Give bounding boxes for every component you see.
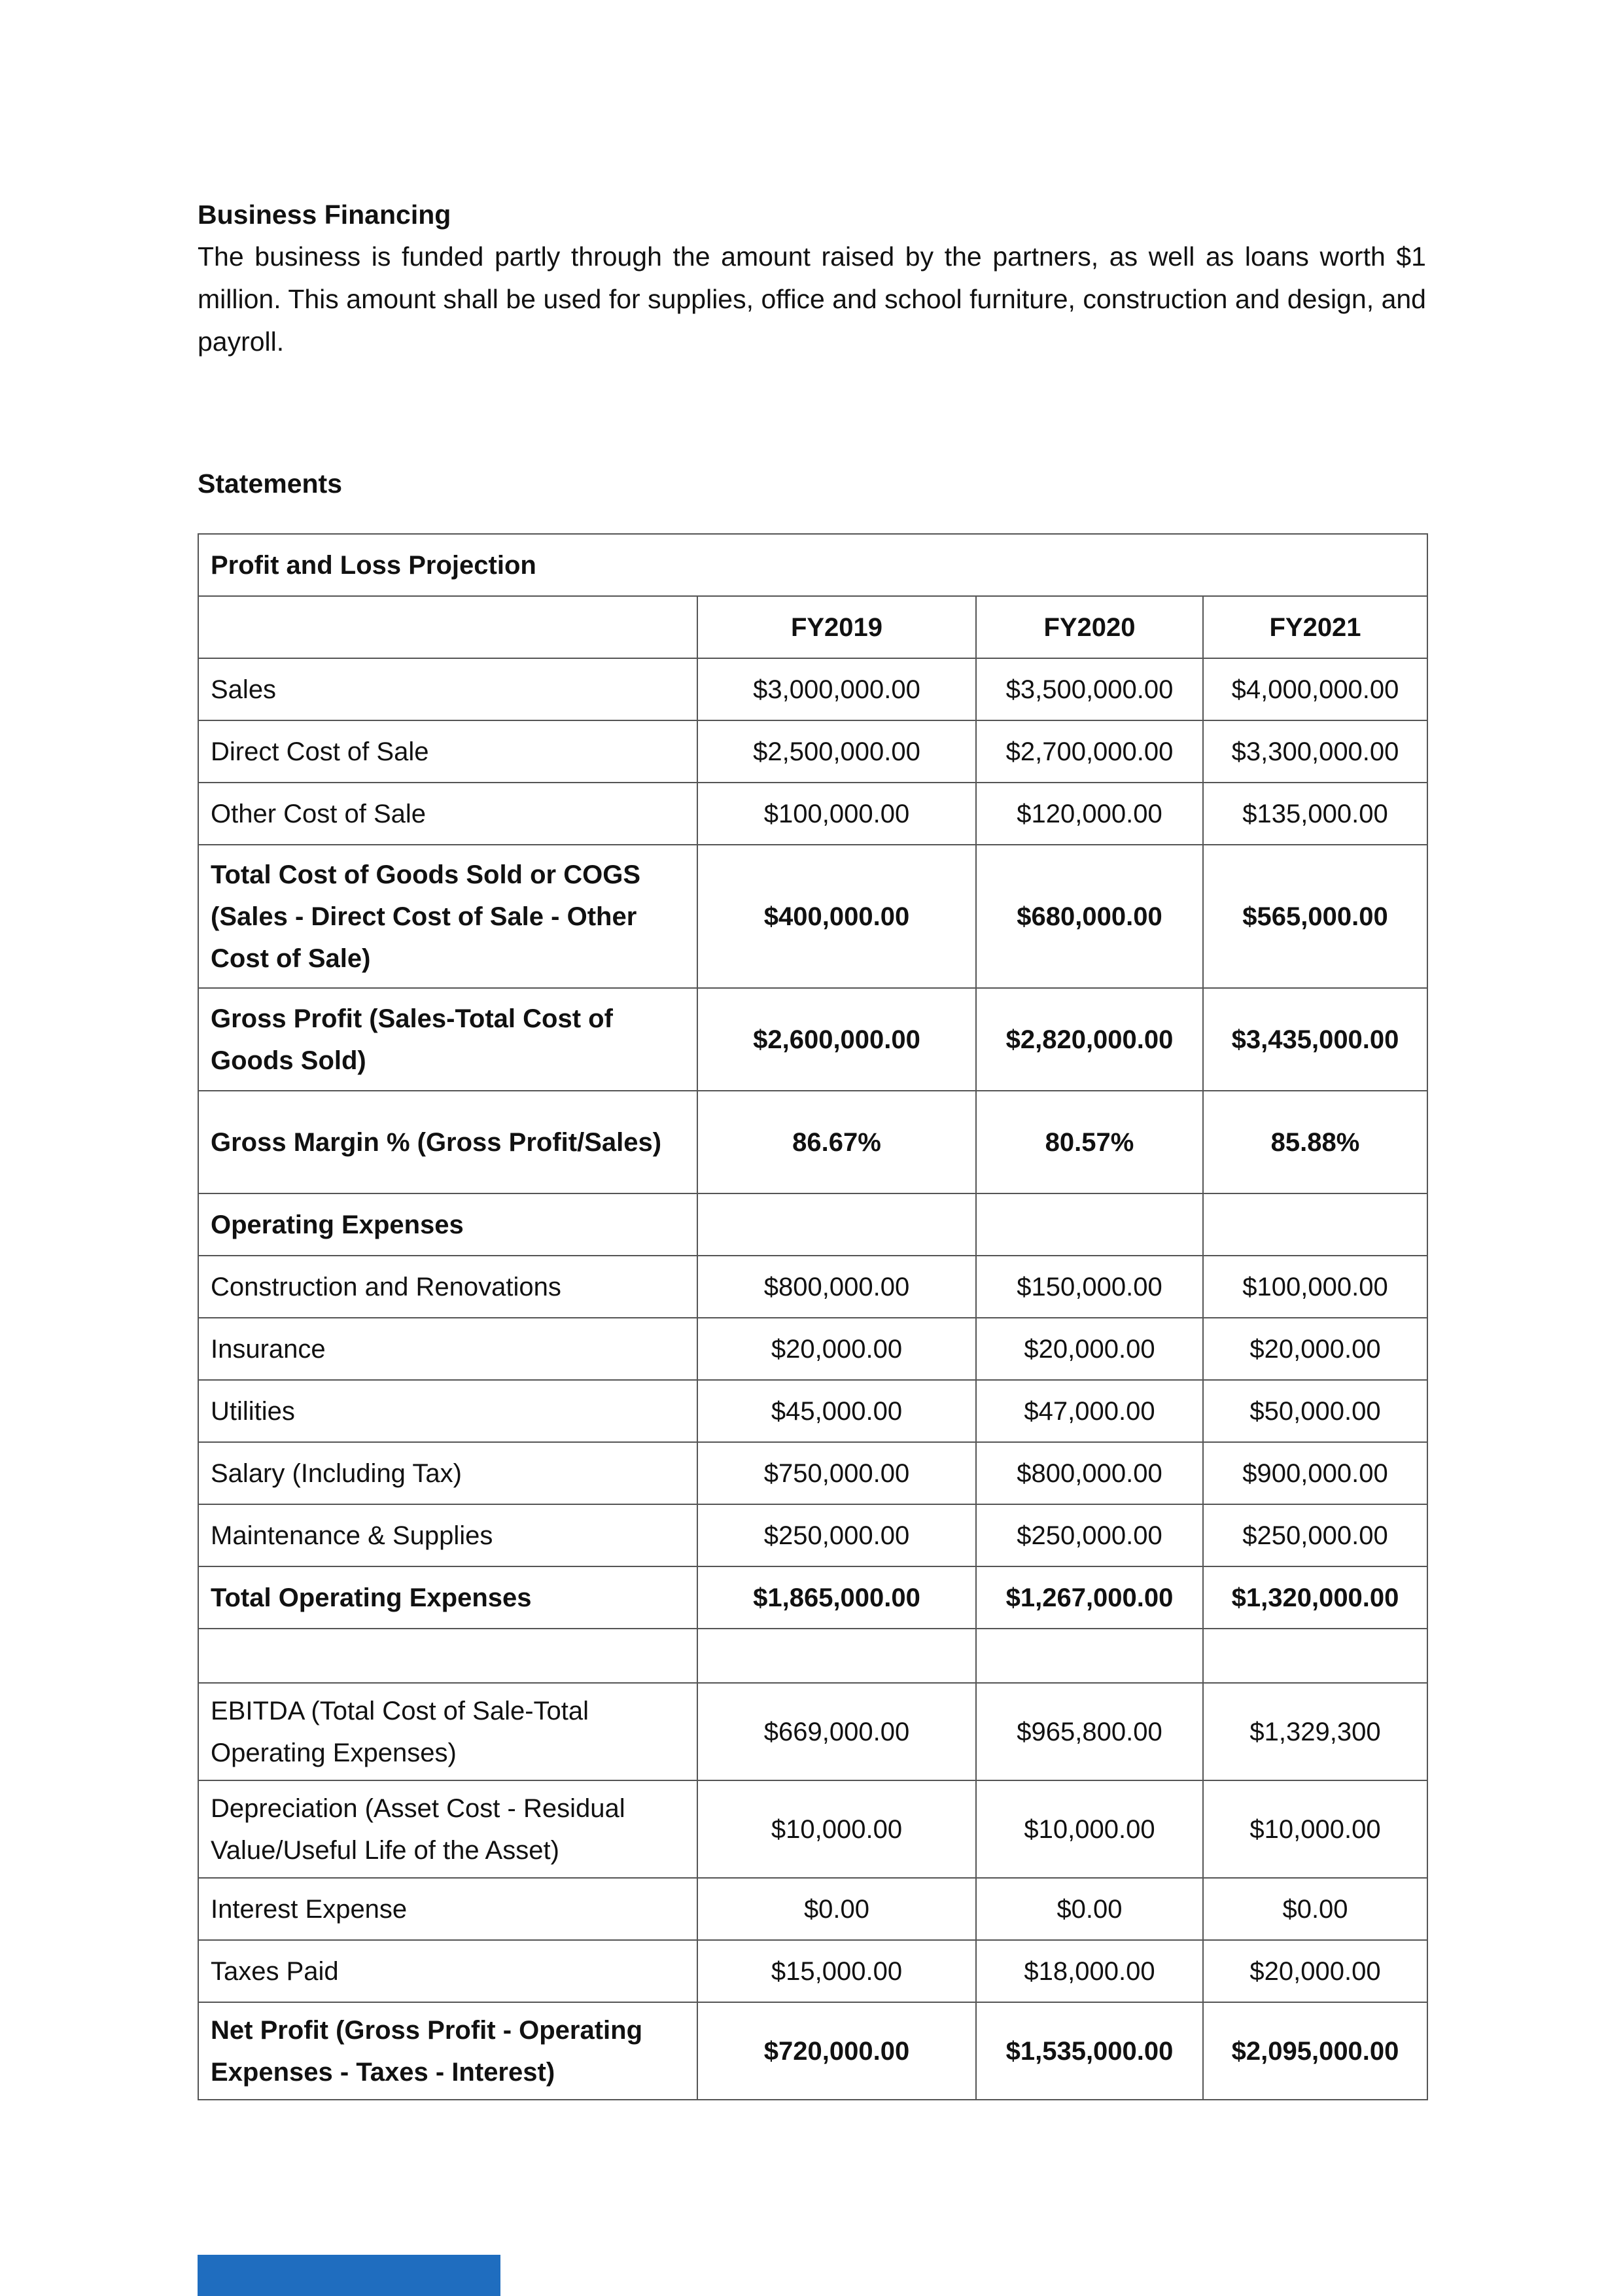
- row-value: [1203, 1629, 1427, 1683]
- row-value: $20,000.00: [697, 1318, 976, 1380]
- row-label: Sales: [198, 658, 697, 720]
- row-value: $50,000.00: [1203, 1380, 1427, 1442]
- row-value: $47,000.00: [976, 1380, 1203, 1442]
- row-value: $20,000.00: [1203, 1318, 1427, 1380]
- row-value: $10,000.00: [1203, 1780, 1427, 1878]
- section-label: Operating Expenses: [198, 1193, 697, 1256]
- row-value: $1,320,000.00: [1203, 1566, 1427, 1629]
- document-body: [198, 194, 1426, 504]
- row-value: $15,000.00: [697, 1940, 976, 2002]
- footer-accent-bar: [198, 2255, 500, 2296]
- row-value: $3,300,000.00: [1203, 720, 1427, 783]
- row-value: $669,000.00: [697, 1683, 976, 1780]
- row-label: Construction and Renovations: [198, 1256, 697, 1318]
- table-row: [198, 720, 1427, 783]
- row-value: $1,267,000.00: [976, 1566, 1203, 1629]
- row-value: $10,000.00: [976, 1780, 1203, 1878]
- row-value: $3,500,000.00: [976, 658, 1203, 720]
- row-label: Salary (Including Tax): [198, 1442, 697, 1504]
- row-label: Net Profit (Gross Profit - Operating Expenses - Taxes - Interest): [198, 2002, 697, 2100]
- row-value: $250,000.00: [697, 1504, 976, 1566]
- table-row: [198, 845, 1427, 988]
- row-label: Gross Margin % (Gross Profit/Sales): [198, 1091, 697, 1193]
- table-row: [198, 1504, 1427, 1566]
- business-financing-heading: Business Financing: [198, 200, 451, 230]
- table-header-row: [198, 596, 1427, 658]
- row-label: Total Cost of Goods Sold or COGS (Sales - Direct Cost of Sale - Other Cost of Sale): [198, 845, 697, 988]
- row-value: $135,000.00: [1203, 783, 1427, 845]
- header-cell: [198, 596, 697, 658]
- statements-heading: Statements: [198, 468, 343, 499]
- table-title-row: [198, 534, 1427, 596]
- row-value: $4,000,000.00: [1203, 658, 1427, 720]
- row-value: $2,500,000.00: [697, 720, 976, 783]
- header-cell-fy2020: FY2020: [976, 596, 1203, 658]
- table-row: [198, 1780, 1427, 1878]
- row-label: Direct Cost of Sale: [198, 720, 697, 783]
- table-section-row: [198, 1193, 1427, 1256]
- row-value: 80.57%: [976, 1091, 1203, 1193]
- row-value: $680,000.00: [976, 845, 1203, 988]
- business-financing-paragraph: The business is funded partly through the amount raised by the partners, as well as loans worth $1 million. This amount shall be used for supplies, office and school furniture, construction and design, and payroll.: [198, 241, 1426, 357]
- row-value: [697, 1193, 976, 1256]
- row-value: $3,000,000.00: [697, 658, 976, 720]
- header-cell-fy2019: FY2019: [697, 596, 976, 658]
- row-label: Depreciation (Asset Cost - Residual Value/Useful Life of the Asset): [198, 1780, 697, 1878]
- profit-loss-table: [198, 533, 1428, 2100]
- row-value: $18,000.00: [976, 1940, 1203, 2002]
- row-value: $120,000.00: [976, 783, 1203, 845]
- row-value: 86.67%: [697, 1091, 976, 1193]
- row-label: Taxes Paid: [198, 1940, 697, 2002]
- row-label: Total Operating Expenses: [198, 1566, 697, 1629]
- row-value: 85.88%: [1203, 1091, 1427, 1193]
- row-value: $0.00: [697, 1878, 976, 1940]
- table-row: [198, 1940, 1427, 2002]
- row-value: $45,000.00: [697, 1380, 976, 1442]
- row-value: [697, 1629, 976, 1683]
- row-value: $2,095,000.00: [1203, 2002, 1427, 2100]
- row-value: $2,820,000.00: [976, 988, 1203, 1091]
- table-row: [198, 1091, 1427, 1193]
- table-total-row: [198, 2002, 1427, 2100]
- table-row: [198, 658, 1427, 720]
- row-value: $750,000.00: [697, 1442, 976, 1504]
- row-value: $0.00: [1203, 1878, 1427, 1940]
- row-value: $20,000.00: [1203, 1940, 1427, 2002]
- header-cell-fy2021: FY2021: [1203, 596, 1427, 658]
- row-value: $150,000.00: [976, 1256, 1203, 1318]
- table-row: [198, 988, 1427, 1091]
- row-label: Other Cost of Sale: [198, 783, 697, 845]
- table-row: [198, 1318, 1427, 1380]
- table-title: Profit and Loss Projection: [198, 534, 1427, 596]
- table-total-row: [198, 1566, 1427, 1629]
- row-value: $2,700,000.00: [976, 720, 1203, 783]
- row-value: $565,000.00: [1203, 845, 1427, 988]
- table-row: [198, 1442, 1427, 1504]
- row-value: $10,000.00: [697, 1780, 976, 1878]
- row-value: $0.00: [976, 1878, 1203, 1940]
- row-value: $800,000.00: [697, 1256, 976, 1318]
- row-value: $965,800.00: [976, 1683, 1203, 1780]
- row-value: $20,000.00: [976, 1318, 1203, 1380]
- row-value: $900,000.00: [1203, 1442, 1427, 1504]
- table-row: [198, 1380, 1427, 1442]
- row-label: Utilities: [198, 1380, 697, 1442]
- row-value: $800,000.00: [976, 1442, 1203, 1504]
- table-row: [198, 1683, 1427, 1780]
- table-row: [198, 783, 1427, 845]
- row-value: $100,000.00: [697, 783, 976, 845]
- row-value: $400,000.00: [697, 845, 976, 988]
- table-row: [198, 1878, 1427, 1940]
- row-label: Maintenance & Supplies: [198, 1504, 697, 1566]
- row-value: $720,000.00: [697, 2002, 976, 2100]
- row-label: Gross Profit (Sales-Total Cost of Goods Sold): [198, 988, 697, 1091]
- row-label: [198, 1629, 697, 1683]
- row-label: EBITDA (Total Cost of Sale-Total Operating Expenses): [198, 1683, 697, 1780]
- row-label: Insurance: [198, 1318, 697, 1380]
- row-value: [976, 1629, 1203, 1683]
- table-empty-row: [198, 1629, 1427, 1683]
- row-value: $1,535,000.00: [976, 2002, 1203, 2100]
- row-value: $100,000.00: [1203, 1256, 1427, 1318]
- row-value: $2,600,000.00: [697, 988, 976, 1091]
- row-value: [976, 1193, 1203, 1256]
- row-value: $1,329,300: [1203, 1683, 1427, 1780]
- row-value: [1203, 1193, 1427, 1256]
- row-value: $250,000.00: [1203, 1504, 1427, 1566]
- table-row: [198, 1256, 1427, 1318]
- row-value: $250,000.00: [976, 1504, 1203, 1566]
- row-label: Interest Expense: [198, 1878, 697, 1940]
- row-value: $3,435,000.00: [1203, 988, 1427, 1091]
- row-value: $1,865,000.00: [697, 1566, 976, 1629]
